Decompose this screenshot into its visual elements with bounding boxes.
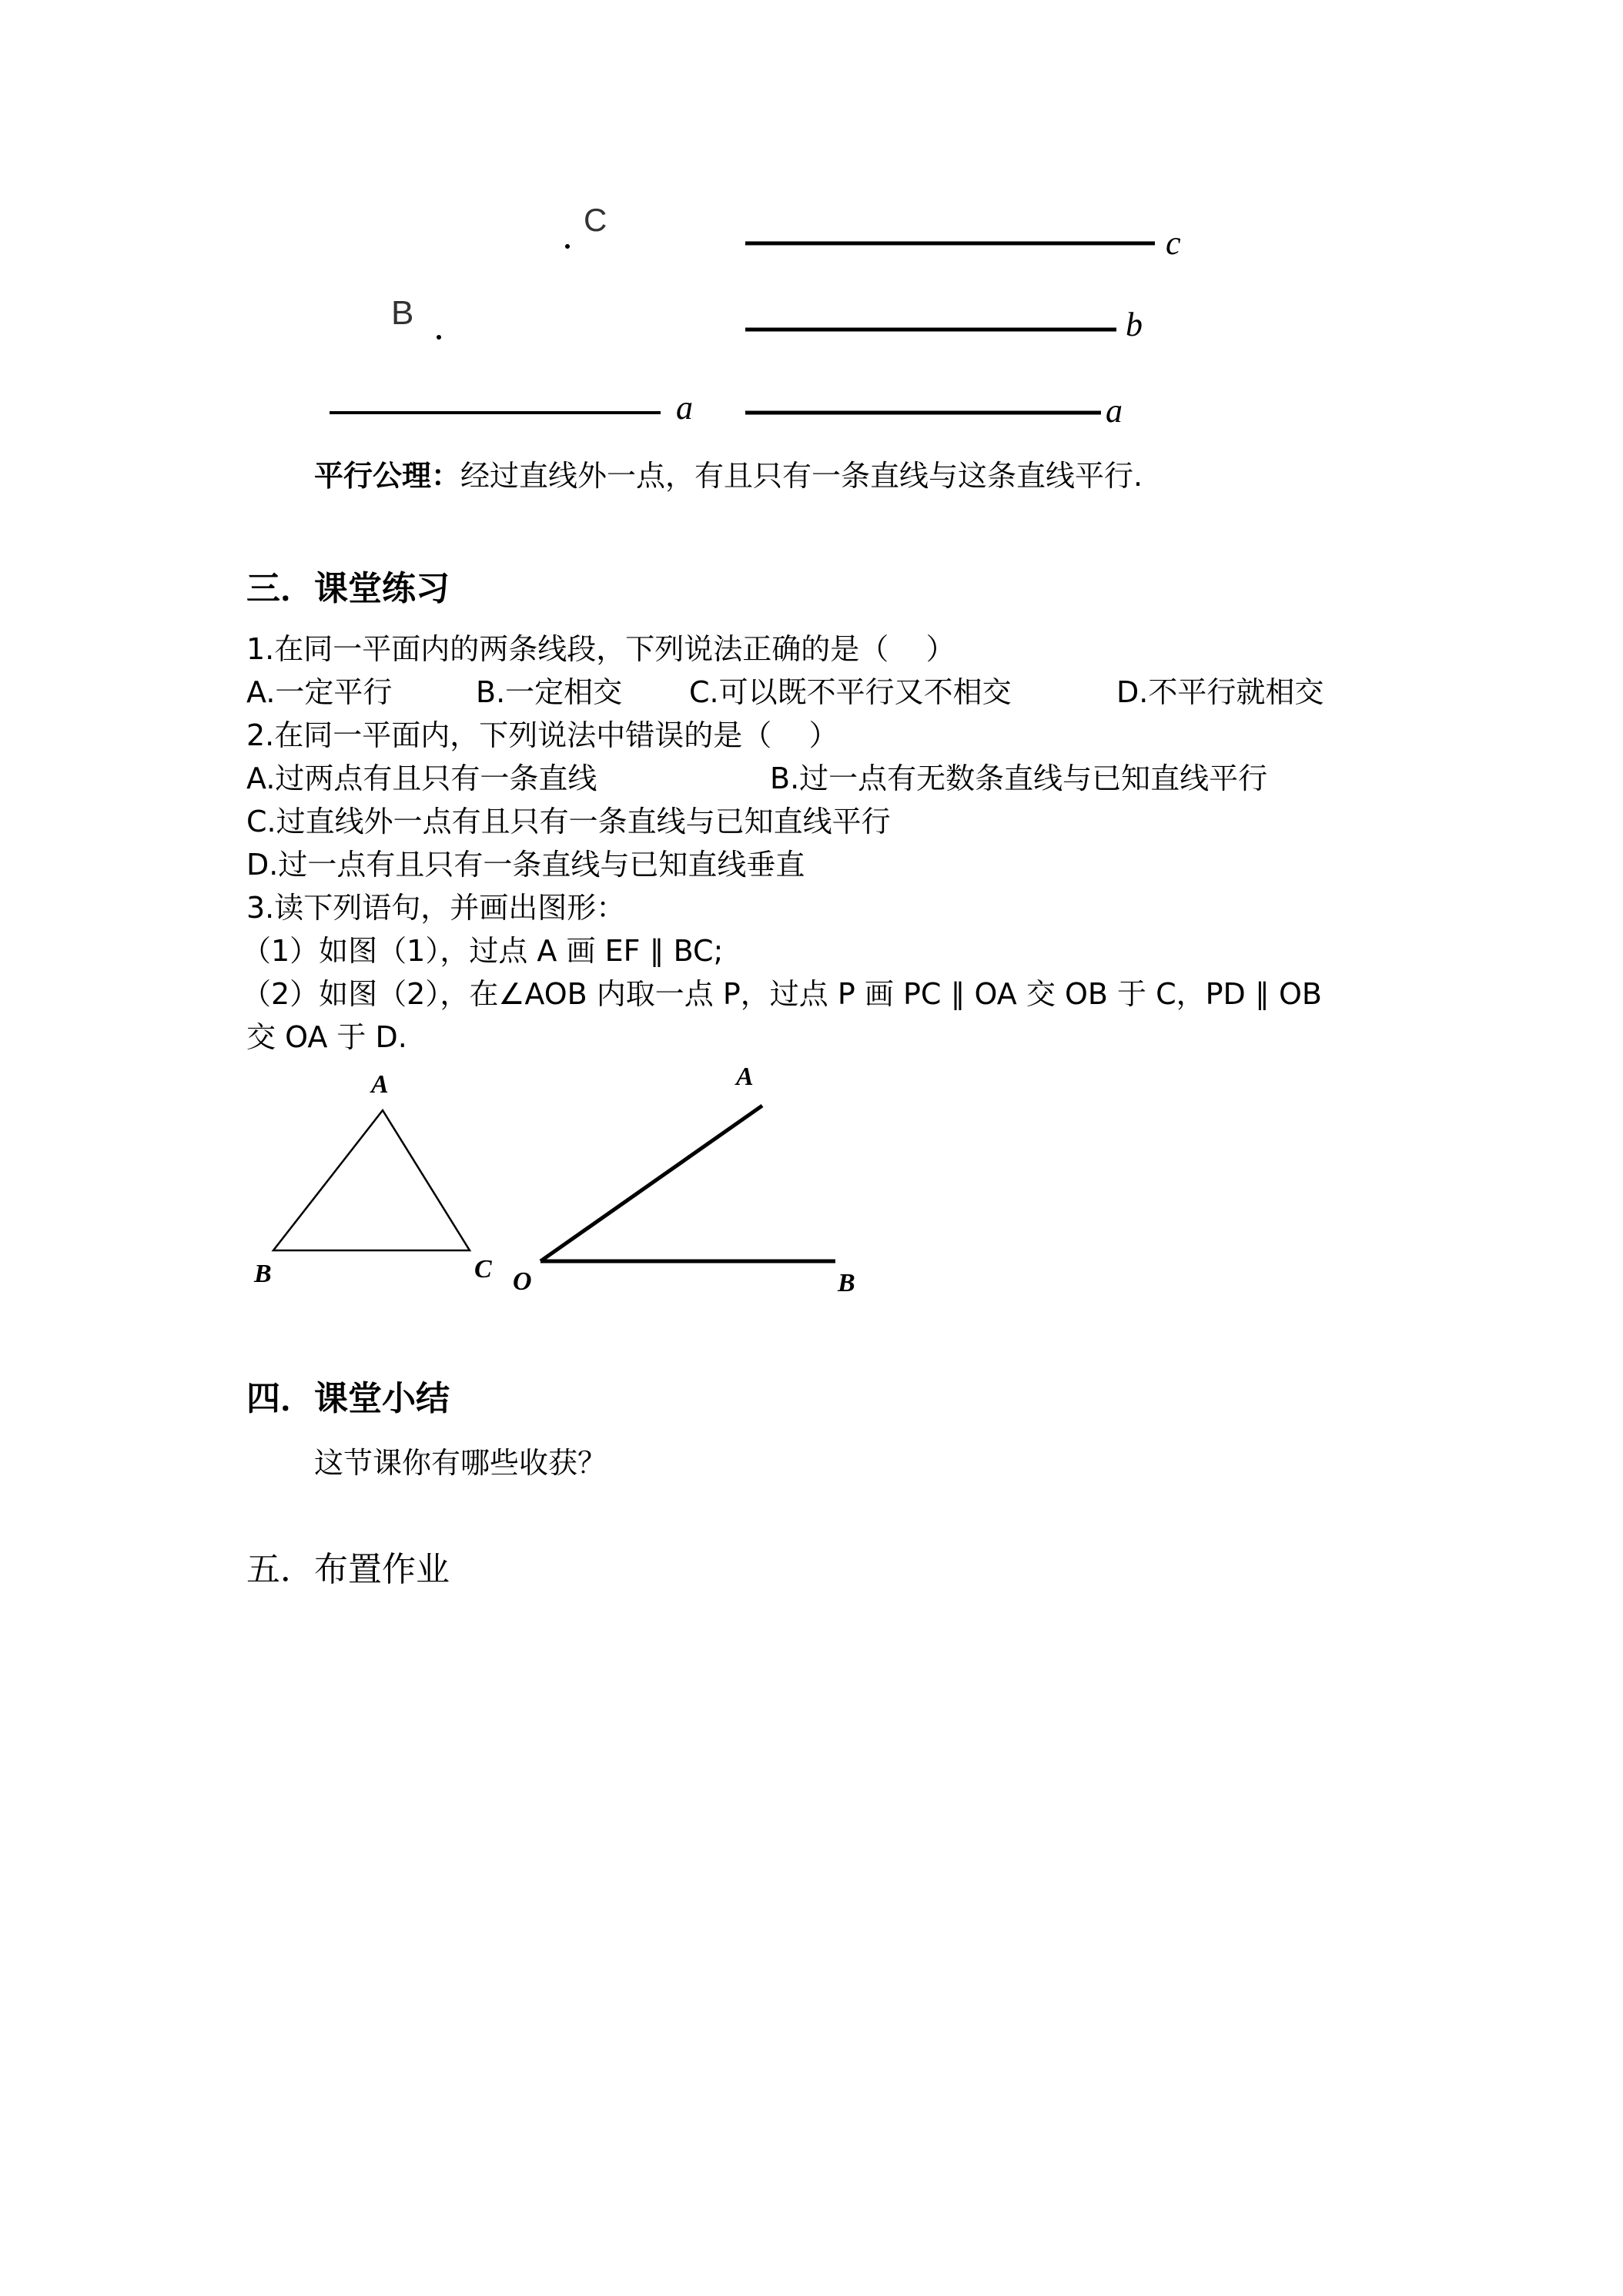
q1-option-d: D.不平行就相交 xyxy=(1116,675,1324,709)
point-b-dot xyxy=(437,335,441,340)
q2-option-a: A.过两点有且只有一条直线 xyxy=(246,761,597,795)
label-line-a-left: a xyxy=(676,389,693,427)
label-point-c: C xyxy=(584,202,607,238)
label-line-a-right: a xyxy=(1106,392,1123,430)
q2-option-d: D.过一点有且只有一条直线与已知直线垂直 xyxy=(246,848,805,882)
q2-option-c: C.过直线外一点有且只有一条直线与已知直线平行 xyxy=(246,805,891,838)
q2-option-b: B.过一点有无数条直线与已知直线平行 xyxy=(770,761,1268,795)
point-c-dot xyxy=(565,244,570,249)
question-1: 1.在同一平面内的两条线段，下列说法正确的是（ ） xyxy=(246,632,955,666)
axiom-text: 经过直线外一点，有且只有一条直线与这条直线平行. xyxy=(460,459,1143,493)
question-3: 3.读下列语句，并画出图形： xyxy=(246,891,626,925)
axiom-label: 平行公理： xyxy=(314,459,461,493)
label-line-b: b xyxy=(1126,306,1143,343)
section-3-title: 三．课堂练习 xyxy=(246,569,450,608)
triangle-label-b: B xyxy=(254,1260,272,1288)
ray-oa xyxy=(540,1106,762,1261)
label-line-c: c xyxy=(1166,224,1181,262)
parallel-axiom xyxy=(314,454,1143,497)
question-3-part-1: （1）如图（1），过点 A 画 EF ∥ BC; xyxy=(242,934,724,968)
section-5-title: 五．布置作业 xyxy=(246,1550,450,1589)
q1-option-b: B.一定相交 xyxy=(476,675,623,709)
angle-label-o: O xyxy=(513,1267,532,1296)
triangle-label-a: A xyxy=(371,1070,389,1099)
angle-label-b: B xyxy=(838,1269,855,1297)
q1-option-a: A.一定平行 xyxy=(246,675,393,709)
triangle-label-c: C xyxy=(474,1255,492,1284)
question-3-part-2-line-1: （2）如图（2），在∠AOB 内取一点 P，过点 P 画 PC ∥ OA 交 OB 于 C，PD ∥ OB xyxy=(242,977,1322,1011)
question-2: 2.在同一平面内，下列说法中错误的是（ ） xyxy=(246,718,838,752)
angle-label-a: A xyxy=(736,1063,754,1091)
q1-option-c: C.可以既不平行又不相交 xyxy=(689,675,1012,709)
label-point-b: B xyxy=(391,294,414,332)
section-4-text: 这节课你有哪些收获？ xyxy=(314,1446,607,1480)
section-4-title: 四．课堂小结 xyxy=(246,1379,450,1418)
triangle-abc xyxy=(273,1110,470,1250)
question-3-part-2-line-2: 交 OA 于 D. xyxy=(246,1020,407,1054)
